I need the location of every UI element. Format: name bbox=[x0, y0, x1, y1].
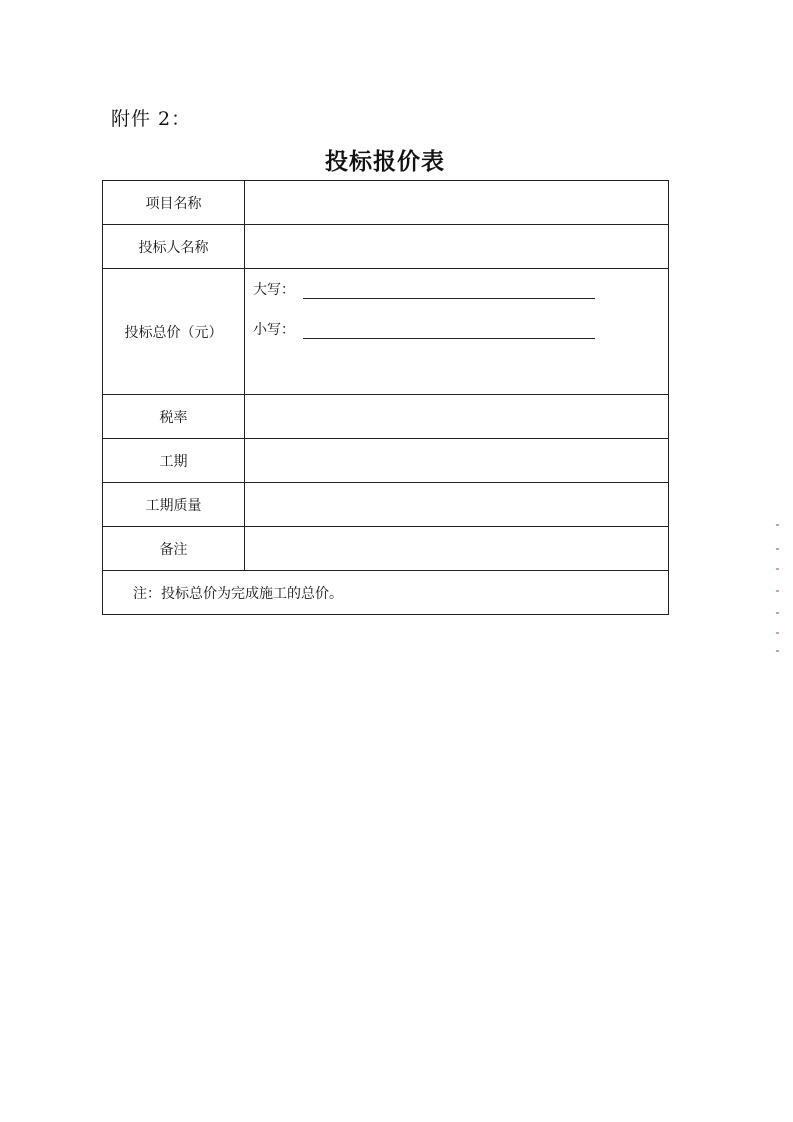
scan-mark bbox=[776, 548, 779, 550]
scan-mark bbox=[776, 590, 779, 592]
table-row-remarks bbox=[103, 527, 669, 571]
scan-mark bbox=[776, 612, 779, 614]
table-row-tax-rate bbox=[103, 395, 669, 439]
amount-in-words-label: 大写： bbox=[253, 282, 295, 298]
scan-mark bbox=[776, 568, 779, 570]
table-row-bidder-name bbox=[103, 225, 669, 269]
project-name-label: 项目名称 bbox=[103, 181, 245, 225]
quality-label: 工期质量 bbox=[103, 483, 245, 527]
remarks-value[interactable] bbox=[245, 527, 669, 571]
duration-value[interactable] bbox=[245, 439, 669, 483]
bidder-name-value[interactable] bbox=[245, 225, 669, 269]
project-name-value[interactable] bbox=[245, 181, 669, 225]
scan-mark bbox=[776, 632, 779, 634]
total-price-value bbox=[245, 269, 669, 395]
quality-value[interactable] bbox=[245, 483, 669, 527]
scan-mark bbox=[776, 650, 779, 652]
table-row-note bbox=[103, 571, 669, 615]
scan-mark bbox=[776, 524, 779, 526]
table-note: 注：投标总价为完成施工的总价。 bbox=[103, 571, 669, 615]
amount-in-figures-label: 小写： bbox=[253, 322, 295, 338]
total-price-label: 投标总价（元） bbox=[103, 269, 245, 395]
tax-rate-label: 税率 bbox=[103, 395, 245, 439]
table-row-quality bbox=[103, 483, 669, 527]
remarks-label: 备注 bbox=[103, 527, 245, 571]
amount-in-words-line bbox=[245, 275, 668, 299]
table-row-duration bbox=[103, 439, 669, 483]
attachment-label: 附件 2： bbox=[111, 108, 192, 130]
document-title: 投标报价表 bbox=[325, 149, 445, 175]
table-row-total-price bbox=[103, 269, 669, 395]
bidder-name-label: 投标人名称 bbox=[103, 225, 245, 269]
amount-in-words-field[interactable] bbox=[303, 280, 595, 299]
amount-in-figures-line bbox=[245, 315, 668, 339]
amount-in-figures-field[interactable] bbox=[303, 320, 595, 339]
tax-rate-value[interactable] bbox=[245, 395, 669, 439]
table-row-project-name bbox=[103, 181, 669, 225]
bid-quotation-table bbox=[102, 180, 669, 615]
duration-label: 工期 bbox=[103, 439, 245, 483]
